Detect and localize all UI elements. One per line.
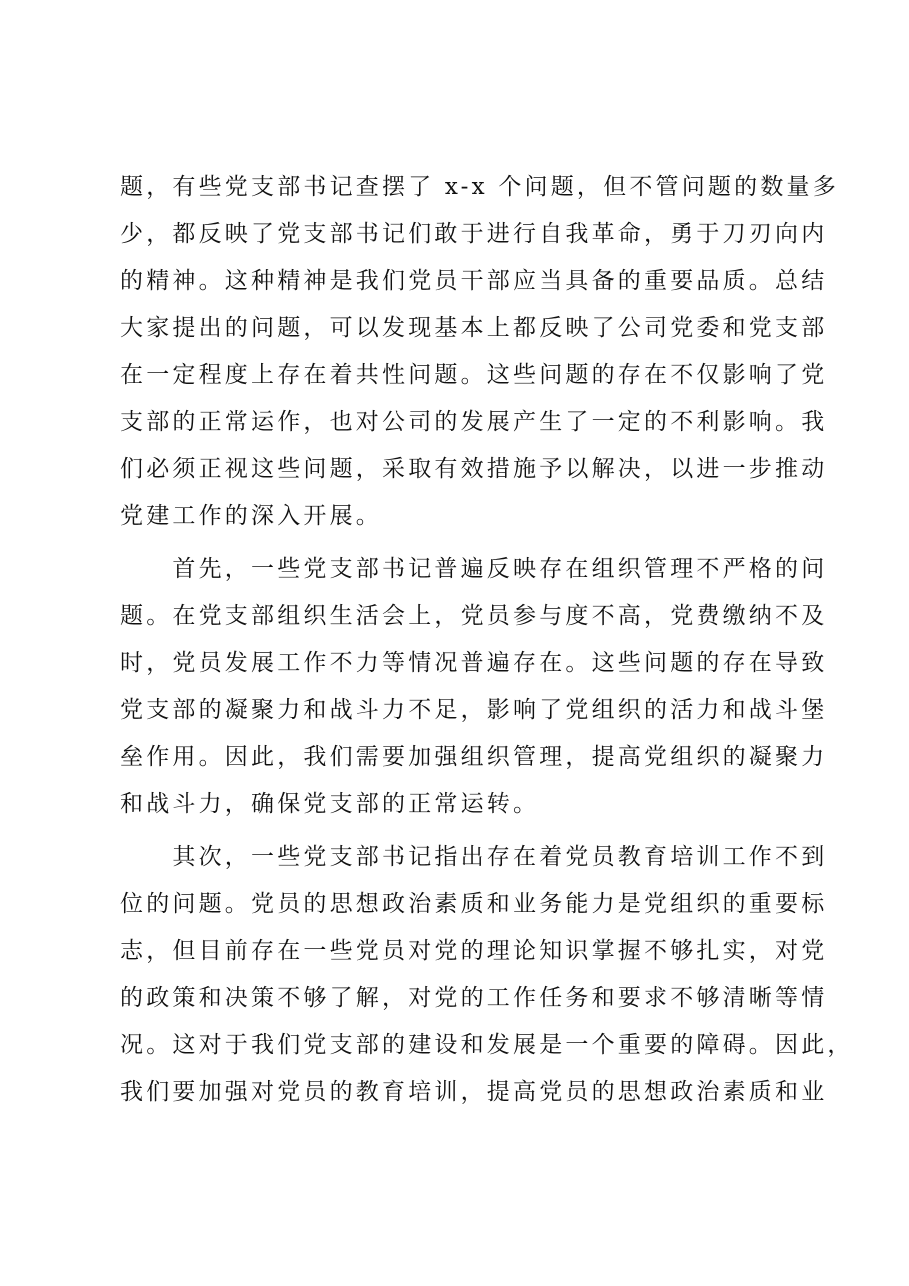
text-line: 支部的正常运作，也对公司的发展产生了一定的不利影响。我	[120, 409, 828, 435]
paragraph	[120, 834, 854, 1116]
text-line: 和战斗力，确保党支部的正常运转。	[120, 791, 540, 817]
text-line: 大家提出的问题，可以发现基本上都反映了公司党委和党支部	[120, 315, 828, 341]
text-line: 我们要加强对党员的教育培训，提高党员的思想政治素质和业	[120, 1079, 828, 1105]
text-line: 题，有些党支部书记查摆了 x-x 个问题，但不管问题的数量多	[120, 174, 839, 200]
document-body	[120, 164, 854, 1116]
text-line: 党建工作的深入开展。	[120, 503, 382, 529]
text-line: 其次，一些党支部书记指出存在着党员教育培训工作不到	[120, 844, 828, 870]
text-line: 时，党员发展工作不力等情况普遍存在。这些问题的存在导致	[120, 650, 828, 676]
paragraph	[120, 546, 828, 828]
text-line: 首先，一些党支部书记普遍反映存在组织管理不严格的问	[120, 556, 828, 582]
text-line: 们必须正视这些问题，采取有效措施予以解决，以进一步推动	[120, 456, 828, 482]
text-line: 题。在党支部组织生活会上，党员参与度不高，党费缴纳不及	[120, 603, 828, 629]
text-line: 况。这对于我们党支部的建设和发展是一个重要的障碍。因此，	[120, 1032, 854, 1058]
text-line: 位的问题。党员的思想政治素质和业务能力是党组织的重要标	[120, 891, 828, 917]
text-line: 志，但目前存在一些党员对党的理论知识掌握不够扎实，对党	[120, 938, 828, 964]
text-line: 的政策和决策不够了解，对党的工作任务和要求不够清晰等情	[120, 985, 828, 1011]
paragraph	[120, 164, 839, 540]
text-line: 的精神。这种精神是我们党员干部应当具备的重要品质。总结	[120, 268, 828, 294]
text-line: 在一定程度上存在着共性问题。这些问题的存在不仅影响了党	[120, 362, 828, 388]
text-line: 少，都反映了党支部书记们敢于进行自我革命，勇于刀刃向内	[120, 221, 828, 247]
text-line: 垒作用。因此，我们需要加强组织管理，提高党组织的凝聚力	[120, 744, 828, 770]
text-line: 党支部的凝聚力和战斗力不足，影响了党组织的活力和战斗堡	[120, 697, 828, 723]
